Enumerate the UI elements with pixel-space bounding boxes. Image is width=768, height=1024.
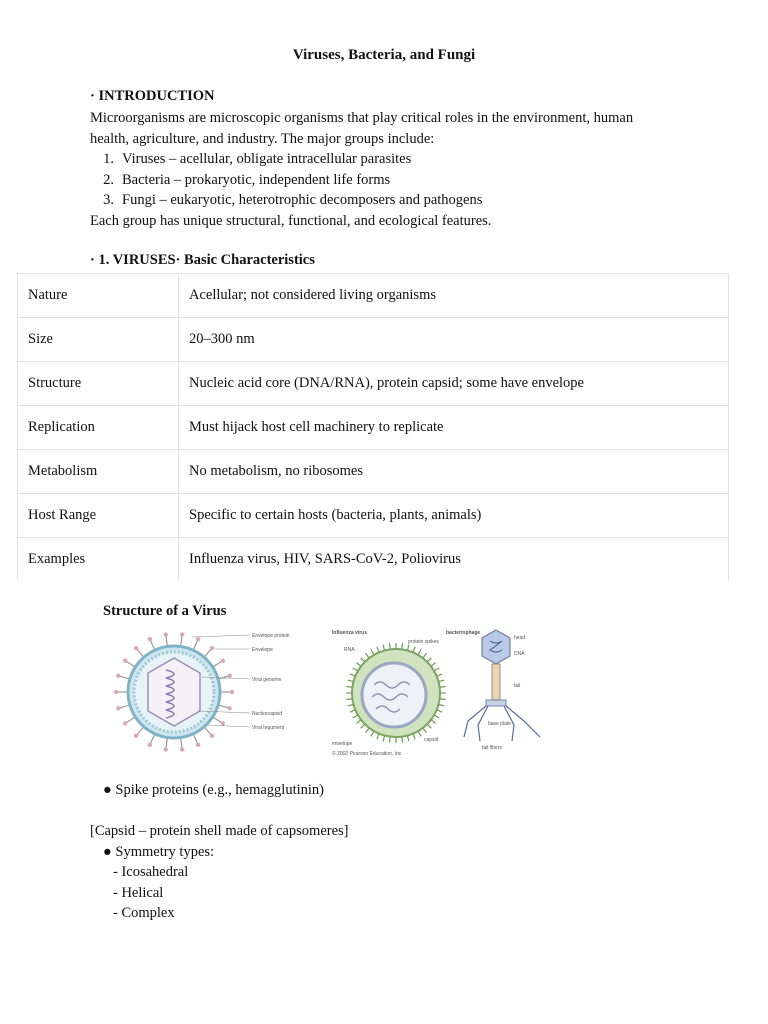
intro-closing: Each group has unique structural, functional, and ecological features. <box>90 213 492 229</box>
table-row <box>18 406 729 450</box>
spike-head <box>230 690 234 694</box>
table-row <box>18 494 729 538</box>
table-value: No metabolism, no ribosomes <box>179 450 729 494</box>
viruses-heading: · 1. VIRUSES· Basic Characteristics <box>90 252 315 268</box>
figure-label: base plate <box>488 721 512 727</box>
symmetry-type-item: - Helical <box>113 884 164 901</box>
spike-head <box>164 632 168 636</box>
spike-head <box>164 747 168 751</box>
figure-copyright: © 2002 Pearson Education, Inc. <box>332 751 403 757</box>
list-number: 3. <box>103 192 114 208</box>
spike-head <box>221 721 225 725</box>
figure-label: tail fibers <box>482 745 503 751</box>
table-value: Must hijack host cell machinery to replicate <box>179 406 729 450</box>
virus-characteristics-table <box>17 273 729 581</box>
table-key: Host Range <box>18 494 179 538</box>
table-key: Examples <box>18 538 179 582</box>
figure-label: protein spikes <box>408 639 439 645</box>
table-value: Nucleic acid core (DNA/RNA), protein capsid; some have envelope <box>179 362 729 406</box>
spike-head <box>123 658 127 662</box>
spike-head <box>148 743 152 747</box>
figure-label: Viral tegument <box>252 725 285 731</box>
spike-head <box>134 646 138 650</box>
list-text: Viruses – acellular, obligate intracellular parasites <box>122 151 412 167</box>
influenza-and-bacteriophage-diagram <box>328 625 550 760</box>
figure-label: RNA <box>344 647 355 653</box>
intro-paragraph-line-2: health, agriculture, and industry. The major groups include: <box>90 130 435 147</box>
intro-heading: · INTRODUCTION <box>90 88 215 104</box>
list-item <box>88 190 482 211</box>
symmetry-type-item: - Complex <box>113 905 175 921</box>
table-value: 20–300 nm <box>179 318 729 362</box>
table-row <box>18 538 729 582</box>
table-row <box>18 274 729 318</box>
table-row <box>18 450 729 494</box>
phage-head <box>482 630 510 664</box>
spike-head <box>196 743 200 747</box>
figure-label: Viral genome <box>252 677 282 683</box>
phage-tail <box>492 664 500 700</box>
figure-label: head <box>514 635 526 641</box>
phage-base-plate <box>486 700 506 706</box>
spike-head <box>148 637 152 641</box>
structure-heading: Structure of a Virus <box>103 603 227 619</box>
spike-head <box>227 673 231 677</box>
figure-label: bacteriophage <box>446 630 481 636</box>
figure-label: DNA <box>514 651 525 657</box>
figure-label: tail <box>514 683 521 689</box>
spike-head <box>180 632 184 636</box>
spike-head <box>221 658 225 662</box>
table-value: Acellular; not considered living organisms <box>179 274 729 318</box>
table-row <box>18 362 729 406</box>
spike-head <box>210 734 214 738</box>
figure-label: capsid <box>424 737 439 743</box>
spike-head <box>114 690 118 694</box>
spike-proteins-bullet: ● Spike proteins (e.g., hemagglutinin) <box>103 782 324 798</box>
table-value: Influenza virus, HIV, SARS-CoV-2, Poliovirus <box>179 538 729 582</box>
table-key: Structure <box>18 362 179 406</box>
figure-label: Envelope protein <box>252 633 290 639</box>
table-key: Size <box>18 318 179 362</box>
figure-label: Envelope <box>252 647 273 653</box>
table-key: Replication <box>18 406 179 450</box>
enveloped-virus-diagram <box>110 625 305 755</box>
spike-head <box>116 673 120 677</box>
spike-head <box>210 646 214 650</box>
page-title: Viruses, Bacteria, and Fungi <box>292 47 476 63</box>
spike-head <box>134 734 138 738</box>
list-text: Fungi – eukaryotic, heterotrophic decomposers and pathogens <box>122 192 483 208</box>
spike-head <box>196 637 200 641</box>
capsid-note: [Capsid – protein shell made of capsomeres] <box>90 823 349 839</box>
list-item <box>88 149 411 170</box>
list-number: 2. <box>103 171 114 188</box>
table-key: Metabolism <box>18 450 179 494</box>
symmetry-types-bullet: ● Symmetry types: <box>103 843 215 860</box>
spike-head <box>123 721 127 725</box>
intro-paragraph-line-1: Microorganisms are microscopic organisms that play critical roles in the environment, human <box>90 110 634 126</box>
spike-head <box>116 706 120 710</box>
spike-head <box>227 706 231 710</box>
figure-label: envelope <box>332 741 353 747</box>
list-number: 1. <box>103 151 114 167</box>
table-key: Nature <box>18 274 179 318</box>
table-value: Specific to certain hosts (bacteria, plants, animals) <box>179 494 729 538</box>
list-text: Bacteria – prokaryotic, independent life forms <box>122 171 391 188</box>
nucleocapsid-shape <box>148 658 200 726</box>
figure-label: Nucleocapsid <box>252 711 283 717</box>
symmetry-type-item: - Icosahedral <box>113 864 189 880</box>
figure-label: Influenza virus <box>332 630 368 636</box>
influenza-capsid <box>362 663 426 727</box>
table-row <box>18 318 729 362</box>
list-item <box>88 170 390 191</box>
spike-head <box>180 747 184 751</box>
